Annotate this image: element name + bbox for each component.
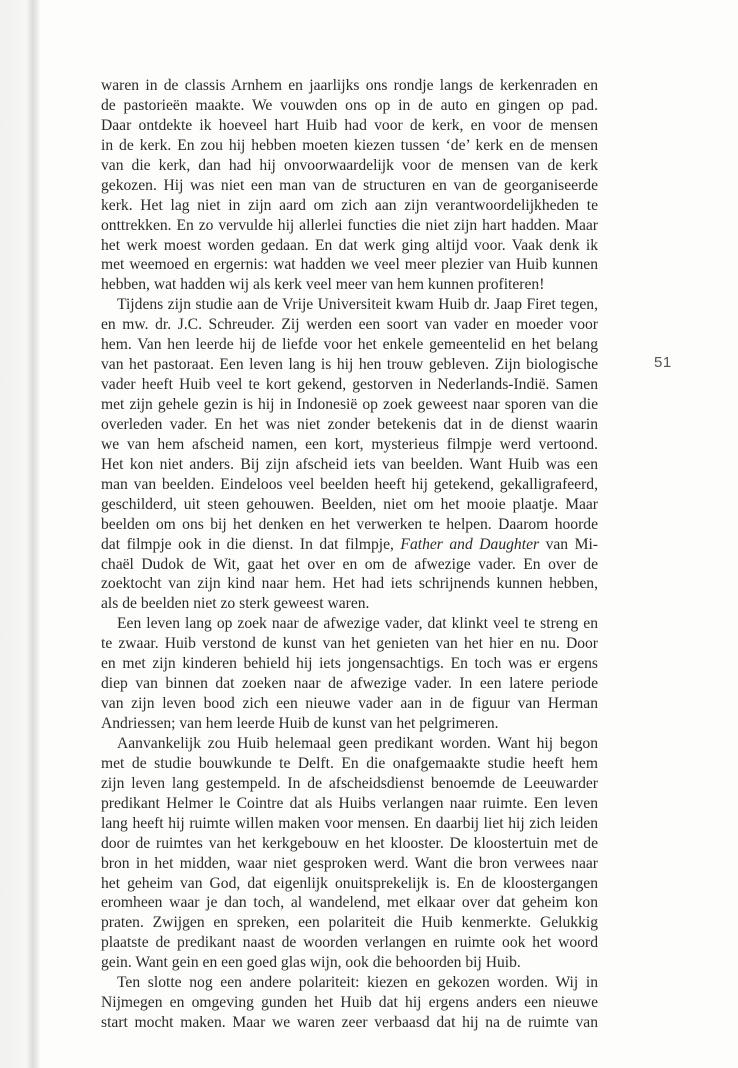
text-line: we van hem afscheid namen, een kort, mysterieus filmpje werd vertoond. [101,435,598,453]
text-line [101,535,598,555]
text-line: het geheim van God, dat eigenlijk onuitsprekelijk is. En de kloostergangen [101,874,598,892]
text-line: Aanvankelijk zou Huib helemaal geen predikant worden. Want hij begon [117,734,598,752]
text-line: van die kerk, dan had hij onvoorwaardelijk voor de mensen van de kerk [101,156,598,174]
text-line: eromheen waar je dan toch, al wandelend, met elkaar over dat geheim kon [101,894,598,912]
text-line: als de beelden niet zo sterk geweest waren. [101,595,370,613]
text-line: overleden vader. En het was niet zonder betekenis dat in de dienst waarin [101,415,598,433]
text-line: met zijn gehele gezin is hij in Indonesië op zoek geweest naar sporen van die [101,396,598,413]
text-line: Het kon niet anders. Bij zijn afscheid iets van beelden. Want Huib was een [101,455,598,473]
page-number: 51 [654,354,672,371]
text-line: kerk. Het lag niet in zijn aard om zich aan zijn verantwoordelijkheden te [101,196,598,214]
text-line: chaël Dudok de Wit, gaat het over en om de afwezige vader. En over de [101,555,598,573]
text-line: hebben, wat hadden wij als kerk veel meer van hem kunnen profiteren! [101,276,545,294]
body-text [101,76,598,1033]
text-segment: van Mi- [539,535,598,553]
text-line: te zwaar. Huib verstond de kunst van het genieten van het hier en nu. Door [101,635,598,653]
text-line: predikant Helmer le Cointre dat als Huibs verlangen naar ruimte. Een leven [101,794,598,812]
text-line: van het pastoraat. Een leven lang is hij hen trouw gebleven. Zijn biologische [101,356,598,374]
text-line: Andriessen; van hem leerde Huib de kunst van het pelgrimeren. [101,715,499,732]
text-segment: dat filmpje ook in die dienst. In dat filmpje, [101,535,401,553]
text-line: geschilderd, uit steen gehouwen. Beelden, niet om het mooie plaatje. Maar [101,495,598,513]
text-line: de pastorieën maakte. We vouwden ons op in de auto en gingen op pad. [101,96,598,114]
text-line: van zijn leven bood zich een nieuwe vader aan in de figuur van Herman [101,695,598,713]
text-line: gekozen. Hij was niet een man van de structuren en van de georganiseerde [101,176,598,194]
book-gutter [0,0,40,1068]
text-line: plaatste de predikant naast de woorden verlangen en ruimte ook het woord [101,934,598,952]
text-line: waren in de classis Arnhem en jaarlijks ons rondje langs de kerkenraden en [101,77,598,94]
text-line: bron in het midden, waar niet gesproken werd. Want die bron verwees naar [101,854,598,872]
text-line: zijn leven lang gestempeld. In de afscheidsdienst benoemde de Leeuwarder [101,774,598,792]
text-line: en mw. dr. J.C. Schreuder. Zij werden een soort van vader en moeder voor [101,316,598,334]
text-line: vader heeft Huib veel te kort gekend, gestorven in Nederlands-Indië. Samen [101,376,598,394]
text-line: onttrekken. En zo vervulde hij allerlei functies die niet zijn hart hadden. Maar [101,216,598,234]
text-line: en met zijn kinderen behield hij iets jongensachtigs. En toch was er ergens [101,655,598,673]
text-line: diep van binnen dat zoeken naar de afwezige vader. In een latere periode [101,675,598,693]
text-line: beelden om ons bij het denken en het verwerken te helpen. Daarom hoorde [101,515,598,533]
text-line: Ten slotte nog een andere polariteit: kiezen en gekozen worden. Wij in [117,974,598,992]
text-line: in de kerk. En zou hij hebben moeten kiezen tussen ‘de’ kerk en de mensen [101,136,598,154]
text-line: Daar ontdekte ik hoeveel hart Huib had voor de kerk, en voor de mensen [101,116,598,134]
text-line: Een leven lang op zoek naar de afwezige vader, dat klinkt veel te streng en [117,615,598,633]
text-line: het werk moest worden gedaan. En dat werk ging altijd voor. Vaak denk ik [101,236,598,254]
text-line: gein. Want gein en een goed glas wijn, ook die behoorden bij Huib. [101,954,521,972]
text-line: met weemoed en ergernis: wat hadden we veel meer plezier van Huib kunnen [101,256,598,274]
text-line: lang heeft hij ruimte willen maken voor mensen. En daarbij liet hij zich leiden [101,814,598,832]
text-line: met de studie bouwkunde te Delft. En die onafgemaakte studie heeft hem [101,754,598,772]
text-line: Tijdens zijn studie aan de Vrije Universiteit kwam Huib dr. Jaap Firet tegen, [117,296,598,314]
text-line: zoektocht van zijn kind naar hem. Het had iets schrijnends kunnen hebben, [101,575,598,593]
film-title: Father and Daughter [400,535,540,553]
text-line: Nijmegen en omgeving gunden het Huib dat hij ergens anders een nieuwe [101,994,598,1012]
text-line: door de ruimtes van het kerkgebouw en het klooster. De kloostertuin met de [101,834,598,852]
text-line: man van beelden. Eindeloos veel beelden heeft hij getekend, gekalligrafeerd, [101,475,598,493]
text-line: hem. Van hen leerde hij de liefde voor het enkele gemeentelid en het belang [101,336,598,354]
text-line: praten. Zwijgen en spreken, een polariteit die Huib kenmerkte. Gelukkig [101,914,598,932]
text-line: start mocht maken. Maar we waren zeer verbaasd dat hij na de ruimte van [101,1014,598,1032]
